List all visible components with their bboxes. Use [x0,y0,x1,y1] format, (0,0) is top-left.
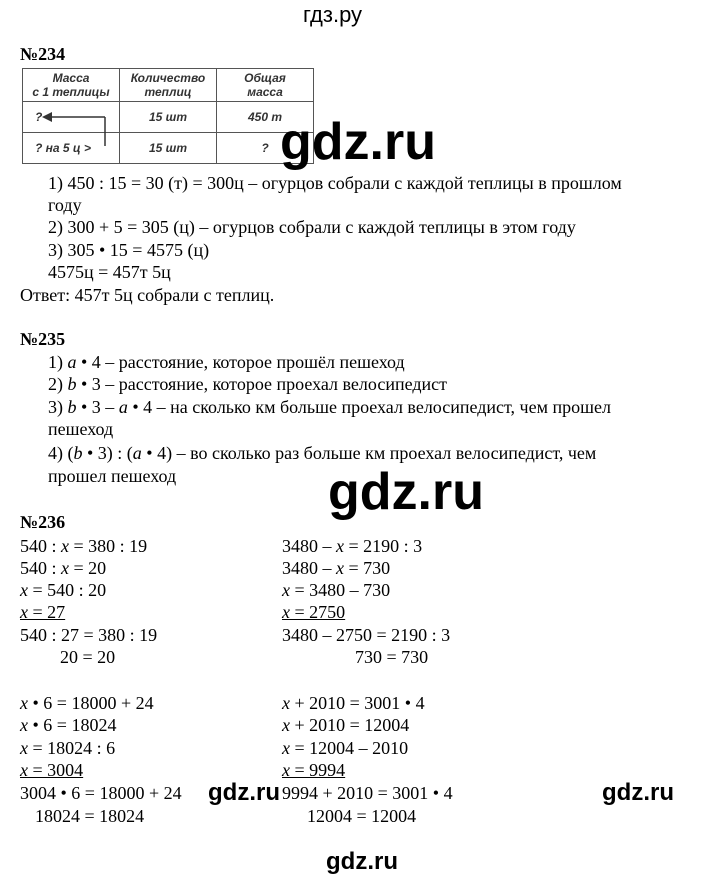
table-header-cell: Масса с 1 теплицы [23,69,120,102]
equation-line: x + 2010 = 12004 [282,715,410,735]
equation-line: x • 6 = 18000 + 24 [20,693,154,713]
task-235-line: прошел пешеход [48,466,177,486]
equation-check: 12004 = 12004 [307,806,417,826]
equation-line: 540 : x = 20 [20,558,107,578]
equation-line: 540 : x = 380 : 19 [20,536,148,556]
equation-check: 3004 • 6 = 18000 + 24 [20,783,182,803]
equation-line: x + 2010 = 3001 • 4 [282,693,425,713]
table-arrow [40,108,120,158]
task-235-line: пешеход [48,419,114,439]
equation-line: x = 12004 – 2010 [282,738,409,758]
equation-result: x = 9994 [282,760,346,780]
table-cell: ? на 5 ц > [23,133,120,164]
table-cell: 450 т [217,102,314,133]
equation-line: 3480 – x = 2190 : 3 [282,536,423,556]
equation-check: 540 : 27 = 380 : 19 [20,625,158,645]
task-234-number: №234 [20,44,66,64]
equation-line: x = 18024 : 6 [20,738,116,758]
watermark: gdz.ru [326,848,398,875]
equation-check: 3480 – 2750 = 2190 : 3 [282,625,451,645]
equation-line: x = 3480 – 730 [282,580,391,600]
equation-result: x = 2750 [282,602,346,622]
task-234-answer: Ответ: 457т 5ц собрали с теплиц. [20,285,275,305]
task-236-number: №236 [20,512,66,532]
task-234-line: 2) 300 + 5 = 305 (ц) – огурцов собрали с каждой теплицы в этом году [48,217,576,237]
equation-result: x = 27 [20,602,66,622]
watermark: gdz.ru [602,779,674,806]
task-234-line: 1) 450 : 15 = 30 (т) = 300ц – огурцов собрали с каждой теплицы в прошлом [48,173,622,193]
watermark: gdz.ru [328,463,484,521]
table-cell: 15 шт [120,133,217,164]
equation-check: 20 = 20 [60,647,116,667]
equation-check: 18024 = 18024 [35,806,145,826]
task-234-line: году [48,195,82,215]
equation-line: 3480 – x = 730 [282,558,391,578]
table-cell: ? [217,133,314,164]
task-235-line: 4) (b • 3) : (a • 4) – во сколько раз больше км проехал велосипедист, чем [48,443,597,463]
equation-check: 730 = 730 [355,647,429,667]
table-cell: ? [23,102,120,133]
table-cell: 15 шт [120,102,217,133]
task-235-line: 2) b • 3 – расстояние, которое проехал велосипедист [48,374,447,394]
equation-line: x = 540 : 20 [20,580,107,600]
task-235-number: №235 [20,329,66,349]
watermark: gdz.ru [208,779,280,806]
table-header-cell: Количество теплиц [120,69,217,102]
task-235-line: 1) a • 4 – расстояние, которое прошёл пешеход [48,352,405,372]
task-235-line: 3) b • 3 – a • 4 – на сколько км больше проехал велосипедист, чем прошел [48,397,611,417]
equation-result: x = 3004 [20,760,84,780]
equation-check: 9994 + 2010 = 3001 • 4 [282,783,453,803]
equation-line: x • 6 = 18024 [20,715,117,735]
site-header: гдз.ру [303,2,363,27]
watermark: gdz.ru [280,113,436,171]
table-header-cell: Общая масса [217,69,314,102]
task-234-line: 3) 305 • 15 = 4575 (ц) [48,240,210,260]
task-234-line: 4575ц = 457т 5ц [48,262,171,282]
